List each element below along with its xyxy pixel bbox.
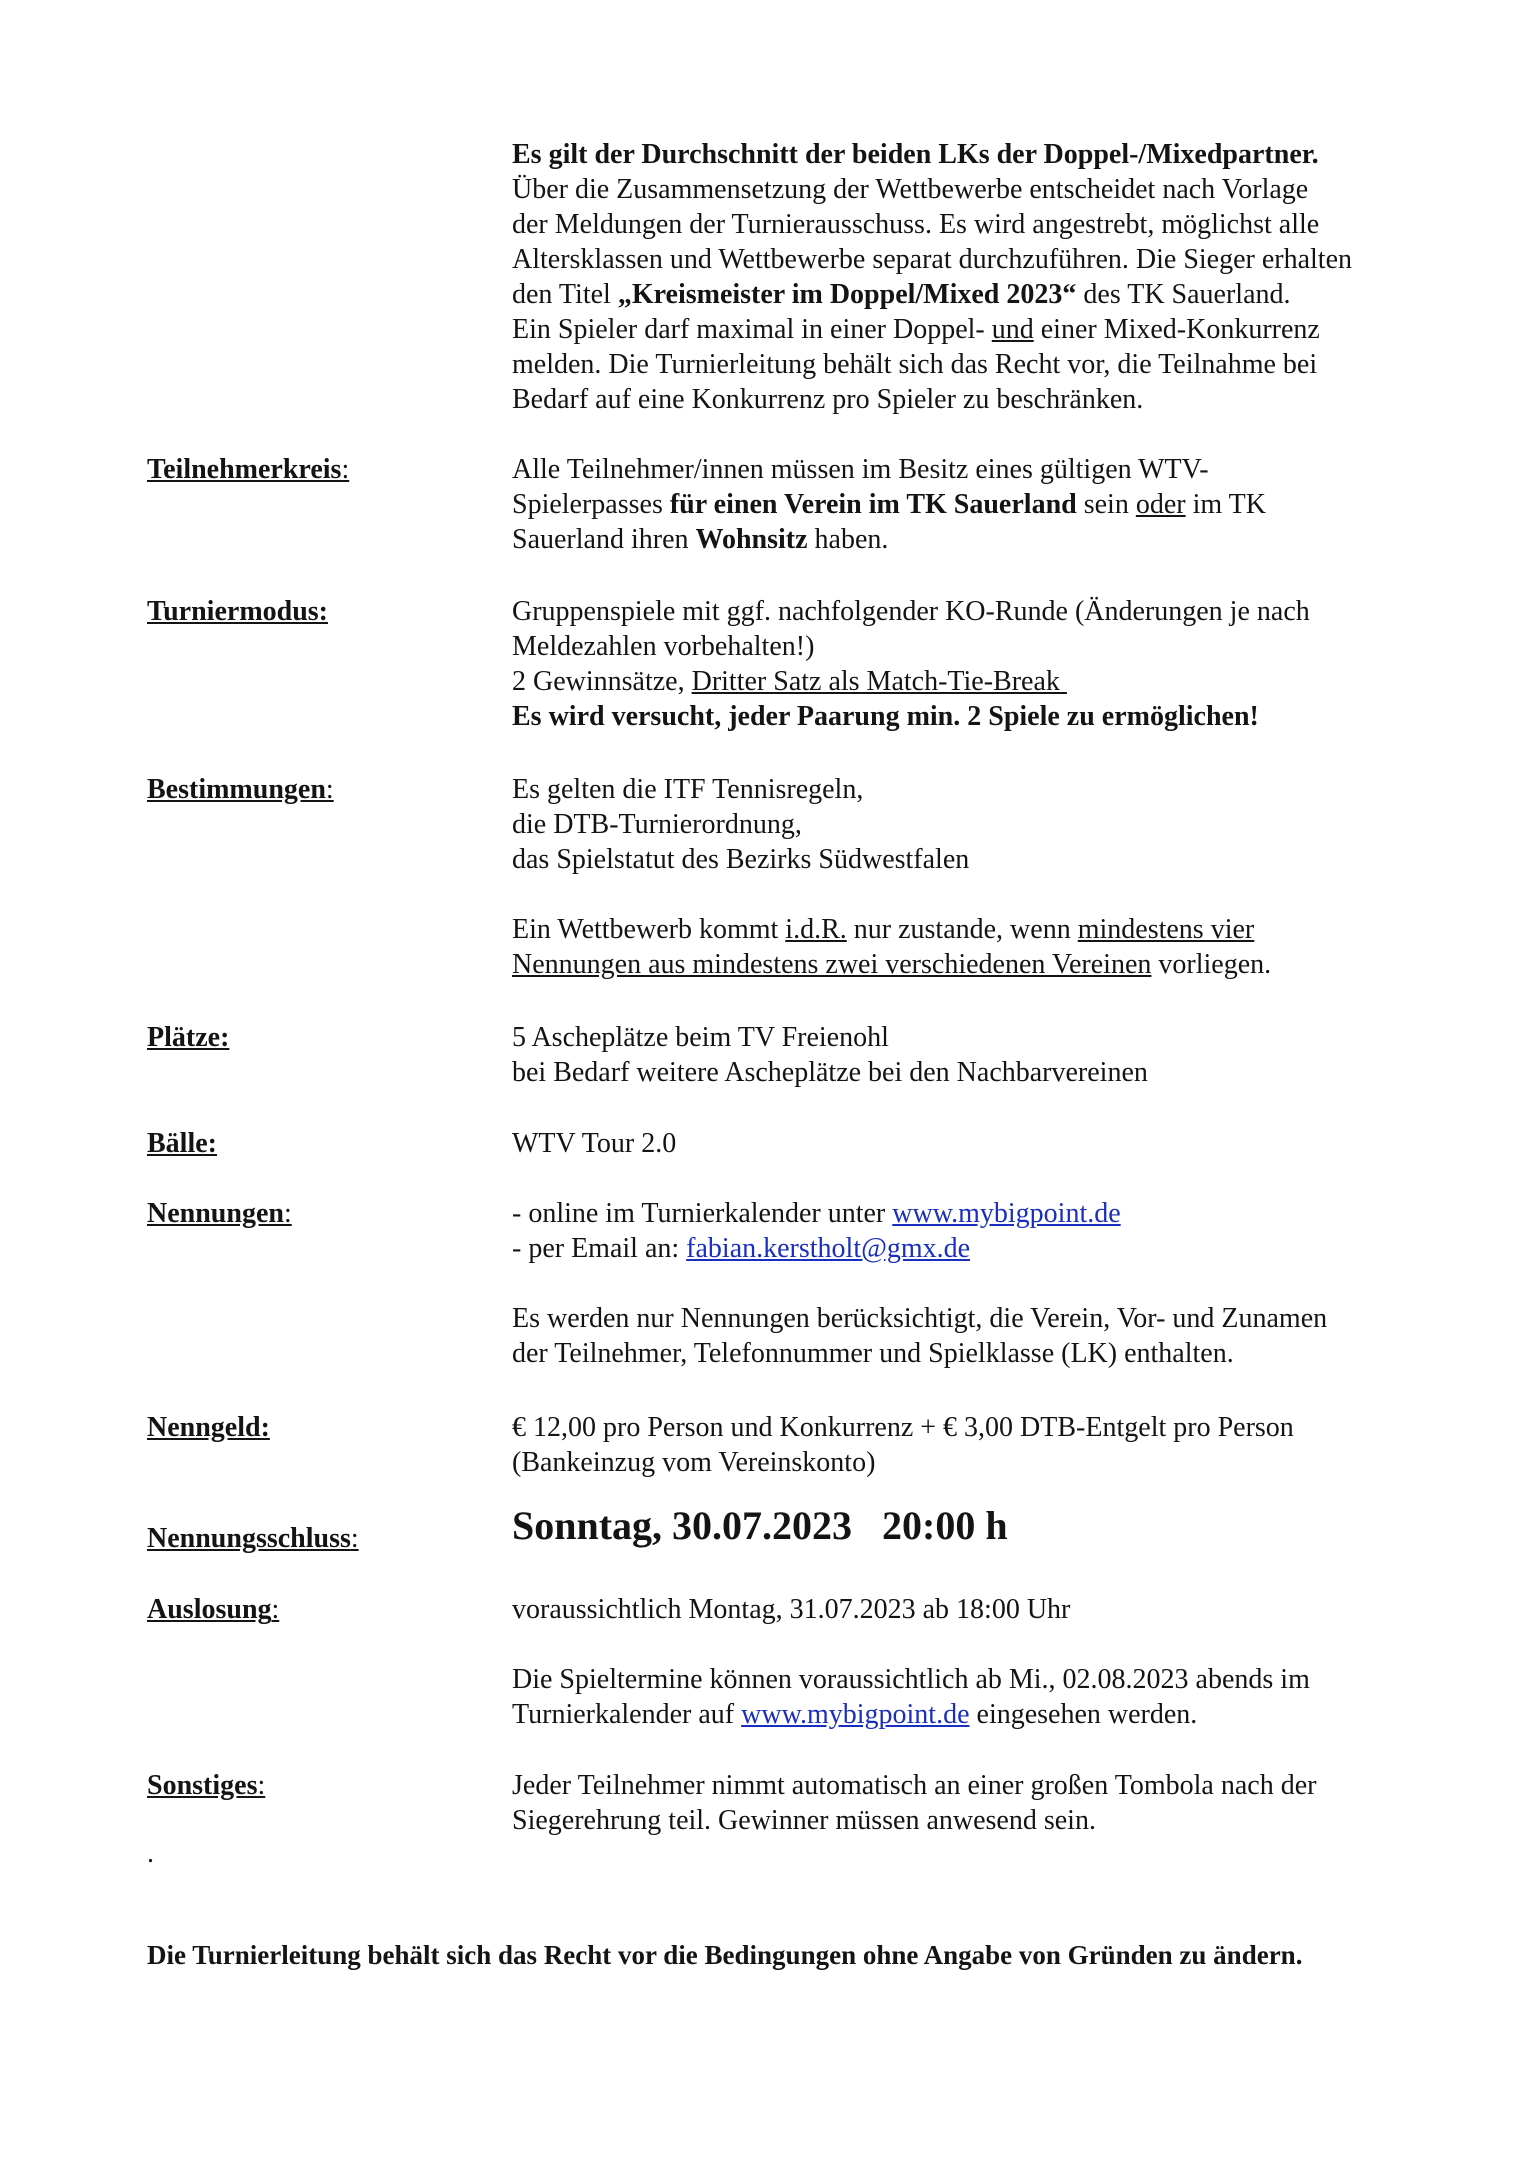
plaetze-block [512, 1020, 1452, 1090]
intro-line: Es gilt der Durchschnitt der beiden LKs der Doppel-/Mixedpartner. [512, 139, 1319, 170]
text-line: € 12,00 pro Person und Konkurrenz + € 3,00 DTB-Entgelt pro Person [512, 1412, 1294, 1443]
label-text: Teilnehmerkreis [147, 454, 342, 485]
label-turniermodus: Turniermodus: [147, 596, 329, 627]
label-text: Auslosung [147, 1594, 272, 1625]
text-line: Alle Teilnehmer/innen müssen im Besitz eines gültigen WTV- [512, 454, 1209, 485]
text-line [512, 522, 1452, 557]
label-nennungsschluss: Nennungsschluss: [147, 1523, 359, 1554]
footer-note: Die Turnierleitung behält sich das Recht vor die Bedingungen ohne Angabe von Gründen zu ändern. [147, 1940, 1303, 1970]
text-line: der Teilnehmer, Telefonnummer und Spielklasse (LK) enthalten. [512, 1338, 1234, 1369]
text-line: Gruppenspiele mit ggf. nachfolgender KO-Runde (Änderungen je nach [512, 596, 1310, 627]
bestimmungen-block [512, 772, 1452, 982]
text-line: Meldezahlen vorbehalten!) [512, 631, 815, 662]
text: des TK Sauerland. [1076, 279, 1291, 310]
text-line: Es gelten die ITF Tennisregeln, [512, 774, 864, 805]
text-line [512, 1231, 1452, 1266]
mybigpoint-link[interactable]: www.mybigpoint.de [892, 1198, 1121, 1229]
text-line [512, 1697, 1452, 1732]
title-emphasis: „Kreismeister im Doppel/Mixed 2023“ [617, 279, 1077, 310]
label-plaetze: Plätze: [147, 1022, 230, 1053]
label-teilnehmerkreis: Teilnehmerkreis: [147, 454, 350, 485]
bold-text: Wohnsitz [695, 524, 808, 555]
text-line [512, 664, 1452, 699]
intro-line: der Meldungen der Turnierausschuss. Es wird angestrebt, möglichst alle [512, 209, 1320, 240]
intro-block [512, 137, 1452, 417]
text-line [512, 947, 1452, 982]
text: Sauerland ihren [512, 524, 696, 555]
text-line [512, 1196, 1452, 1231]
text: Ein Spieler darf maximal in einer Doppel- [512, 314, 992, 345]
label-auslosung: Auslosung: [147, 1594, 280, 1625]
text: Ein Wettbewerb kommt [512, 914, 786, 945]
text: haben. [807, 524, 889, 555]
label-bestimmungen: Bestimmungen: [147, 774, 334, 805]
bold-text: für einen Verein im TK Sauerland [669, 489, 1077, 520]
text: Spielerpasses [512, 489, 670, 520]
nennungen-block [512, 1196, 1452, 1371]
text: nur zustande, wenn [846, 914, 1078, 945]
sonstiges-block [512, 1768, 1452, 1838]
label-text: Nennungsschluss [147, 1523, 351, 1554]
text-line [512, 912, 1452, 947]
intro-line [512, 312, 1452, 347]
text-line [512, 487, 1452, 522]
underlined-text: mindestens vier [1077, 914, 1255, 945]
auslosung-block [512, 1592, 1452, 1732]
text-line: (Bankeinzug vom Vereinskonto) [512, 1447, 876, 1478]
text-line: bei Bedarf weitere Ascheplätze bei den Nachbarvereinen [512, 1057, 1148, 1088]
intro-line [512, 277, 1452, 312]
intro-line: melden. Die Turnierleitung behält sich das Recht vor, die Teilnahme bei [512, 349, 1318, 380]
teilnehmerkreis-block [512, 452, 1452, 557]
text: einer Mixed-Konkurrenz [1033, 314, 1320, 345]
mybigpoint-link[interactable]: www.mybigpoint.de [741, 1699, 970, 1730]
text: eingesehen werden. [969, 1699, 1198, 1730]
underlined-text: Dritter Satz als Match-Tie-Break [691, 666, 1067, 697]
text: 2 Gewinnsätze, [512, 666, 692, 697]
text: - per Email an: [512, 1233, 687, 1264]
underlined-text: und [991, 314, 1034, 345]
text-line: Es wird versucht, jeder Paarung min. 2 Spiele zu ermöglichen! [512, 701, 1259, 732]
underlined-text: oder [1135, 489, 1186, 520]
nenngeld-block [512, 1410, 1452, 1480]
intro-line: Bedarf auf eine Konkurrenz pro Spieler zu beschränken. [512, 384, 1144, 415]
label-text: Bestimmungen [147, 774, 326, 805]
text-line: Siegerehrung teil. Gewinner müssen anwesend sein. [512, 1805, 1096, 1836]
text: den Titel [512, 279, 618, 310]
turniermodus-block [512, 594, 1452, 734]
text-line: Die Spieltermine können voraussichtlich ab Mi., 02.08.2023 abends im [512, 1664, 1310, 1695]
text-line: Es werden nur Nennungen berücksichtigt, die Verein, Vor- und Zunamen [512, 1303, 1328, 1334]
text-line: Jeder Teilnehmer nimmt automatisch an einer großen Tombola nach der [512, 1770, 1317, 1801]
intro-line: Altersklassen und Wettbewerbe separat durchzuführen. Die Sieger erhalten [512, 244, 1353, 275]
label-text: Nennungen [147, 1198, 284, 1229]
label-nennungen: Nennungen: [147, 1198, 292, 1229]
text-line: das Spielstatut des Bezirks Südwestfalen [512, 844, 970, 875]
deadline-value: Sonntag, 30.07.2023 20:00 h [512, 1503, 1008, 1548]
underlined-text: Nennungen aus mindestens zwei verschiedenen Vereinen [512, 949, 1152, 980]
text: vorliegen. [1151, 949, 1272, 980]
intro-line: Über die Zusammensetzung der Wettbewerbe entscheidet nach Vorlage [512, 174, 1309, 205]
text: im TK [1185, 489, 1266, 520]
label-sonstiges: Sonstiges: [147, 1770, 266, 1801]
text-line: 5 Ascheplätze beim TV Freienohl [512, 1022, 889, 1053]
text-line: die DTB-Turnierordnung, [512, 809, 802, 840]
baelle-block [512, 1126, 1452, 1161]
text-line: voraussichtlich Montag, 31.07.2023 ab 18:00 Uhr [512, 1594, 1071, 1625]
email-link[interactable]: fabian.kerstholt@gmx.de [686, 1233, 971, 1264]
label-baelle: Bälle: [147, 1128, 217, 1159]
stray-mark: . [147, 1838, 154, 1869]
text-line: WTV Tour 2.0 [512, 1128, 677, 1159]
nennungsschluss-block [512, 1502, 1452, 1550]
label-text: Sonstiges [147, 1770, 258, 1801]
text: Turnierkalender auf [512, 1699, 742, 1730]
text: sein [1076, 489, 1136, 520]
label-nenngeld: Nenngeld: [147, 1412, 270, 1443]
underlined-text: i.d.R. [785, 914, 847, 945]
text: - online im Turnierkalender unter [512, 1198, 893, 1229]
